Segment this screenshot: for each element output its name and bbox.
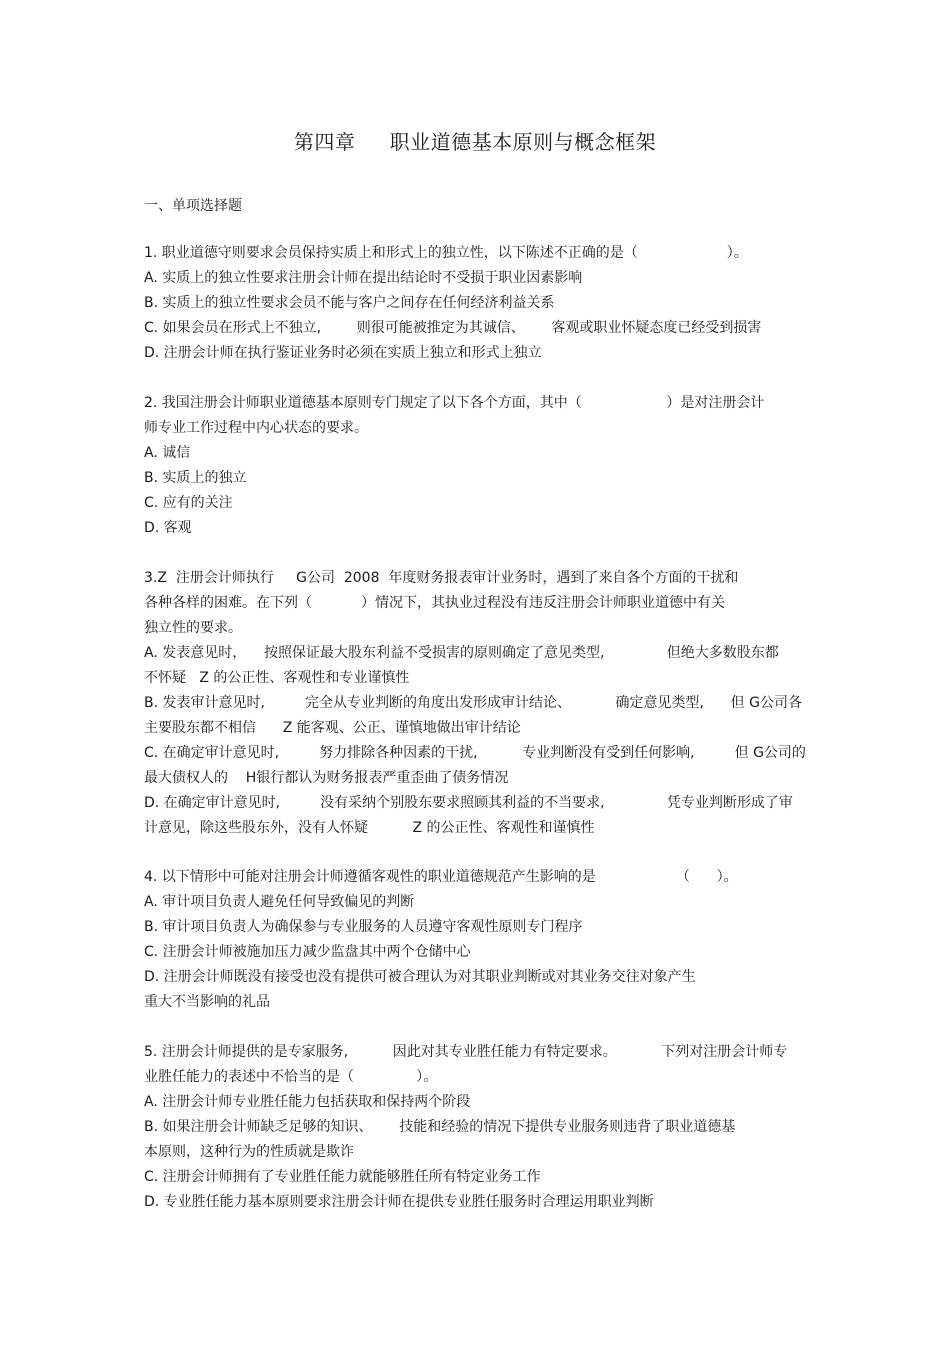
question-3-option-c-line-2: 最大债权人的 H银行都认为财务报表严重歪曲了债务情况: [144, 769, 509, 786]
question-2-option-d: D. 客观: [144, 519, 192, 536]
question-3-option-a-line-1: A. 发表意见时， 按照保证最大股东利益不受损害的原则确定了意见类型, 但绝大多数股东都: [144, 644, 779, 661]
question-5-stem-line-1: 5. 注册会计师提供的是专家服务, 因此对其专业胜任能力有特定要求。 下列对注册会计师专: [144, 1044, 788, 1061]
question-1-option-c: C. 如果会员在形式上不独立, 则很可能被推定为其诚信、 客观或职业怀疑态度已经受到损害: [144, 320, 762, 336]
question-5-option-a: A. 注册会计师专业胜任能力包括获取和保持两个阶段: [144, 1094, 471, 1111]
question-4-option-b: B. 审计项目负责人为确保参与专业服务的人员遵守客观性原则专门程序: [144, 919, 583, 936]
question-2-option-a: A. 诚信: [144, 444, 191, 461]
question-3-stem-line-3: 独立性的要求。: [144, 619, 242, 636]
question-4-option-d-line-2: 重大不当影响的礼品: [144, 994, 270, 1011]
question-2-option-c: C. 应有的关注: [144, 494, 233, 511]
question-4: [144, 865, 814, 1015]
question-2-stem-line-1: 2. 我国注册会计师职业道德基本原则专门规定了以下各个方面，其中（ ）是对注册会计: [144, 394, 765, 411]
question-1-option-b: B. 实质上的独立性要求会员不能与客户之间存在任何经济利益关系: [144, 295, 555, 311]
section-heading: 一、单项选择题: [144, 198, 242, 214]
question-1-option-d: D. 注册会计师在执行鉴证业务时必须在实质上独立和形式上独立: [144, 345, 542, 361]
question-list: [144, 241, 814, 1240]
question-5-stem-line-2: 业胜任能力的表述中不恰当的是（ ）。: [144, 1069, 438, 1086]
question-1: [144, 241, 814, 366]
question-2-option-b: B. 实质上的独立: [144, 469, 247, 486]
question-5-option-b-line-1: B. 如果注册会计师缺乏足够的知识、 技能和经验的情况下提供专业服务则违背了职业道德基: [144, 1119, 736, 1136]
question-5: [144, 1040, 814, 1215]
page-title: 第四章 职业道德基本原则与概念框架: [293, 130, 657, 154]
question-3-option-c-line-1: C. 在确定审计意见时, 努力排除各种因素的干扰, 专业判断没有受到任何影响, 但 G公司的: [144, 744, 806, 761]
question-3-stem-line-2: 各种各样的困难。在下列（ ）情况下，其执业过程没有违反注册会计师职业道德中有关: [144, 594, 725, 611]
question-5-option-c: C. 注册会计师拥有了专业胜任能力就能够胜任所有特定业务工作: [144, 1169, 541, 1186]
question-4-option-d-line-1: D. 注册会计师既没有接受也没有提供可被合理认为对其职业判断或对其业务交往对象产生: [144, 969, 696, 986]
question-3-option-d-line-1: D. 在确定审计意见时, 没有采纳个别股东要求照顾其利益的不当要求, 凭专业判断形成了审: [144, 794, 793, 811]
question-3-option-d-line-2: 计意见，除这些股东外，没有人怀疑 Z 的公正性、客观性和谨慎性: [144, 819, 595, 836]
question-4-option-c: C. 注册会计师被施加压力减少监盘其中两个仓储中心: [144, 944, 471, 961]
question-2-stem-line-2: 师专业工作过程中内心状态的要求。: [144, 419, 368, 436]
question-3-option-a-line-2: 不怀疑 Z 的公正性、客观性和专业谨慎性: [144, 669, 410, 686]
question-3-option-b-line-1: B. 发表审计意见时, 完全从专业判断的角度出发形成审计结论、 确定意见类型, 但 G公司各: [144, 694, 802, 711]
question-4-option-a: A. 审计项目负责人避免任何导致偏见的判断: [144, 894, 415, 911]
question-2: [144, 391, 814, 541]
question-1-option-a: A. 实质上的独立性要求注册会计师在提出结论时不受损于职业因素影响: [144, 270, 583, 286]
question-3-option-b-line-2: 主要股东都不相信 Z 能客观、公正、谨慎地做出审计结论: [144, 719, 521, 736]
question-1-stem-line-1: 1. 职业道德守则要求会员保持实质上和形式上的独立性，以下陈述不正确的是（ ）。: [144, 245, 748, 261]
question-5-option-d: D. 专业胜任能力基本原则要求注册会计师在提供专业胜任服务时合理运用职业判断: [144, 1194, 654, 1211]
question-4-stem-line-1: 4. 以下情形中可能对注册会计师遵循客观性的职业道德规范产生影响的是 （ ）。: [144, 869, 738, 886]
question-5-option-b-line-2: 本原则，这种行为的性质就是欺诈: [144, 1144, 354, 1161]
question-3-stem-line-1: 3.Z 注册会计师执行 G公司 2008 年度财务报表审计业务时，遇到了来自各个方面的干扰和: [144, 569, 739, 586]
question-3: [144, 566, 814, 841]
